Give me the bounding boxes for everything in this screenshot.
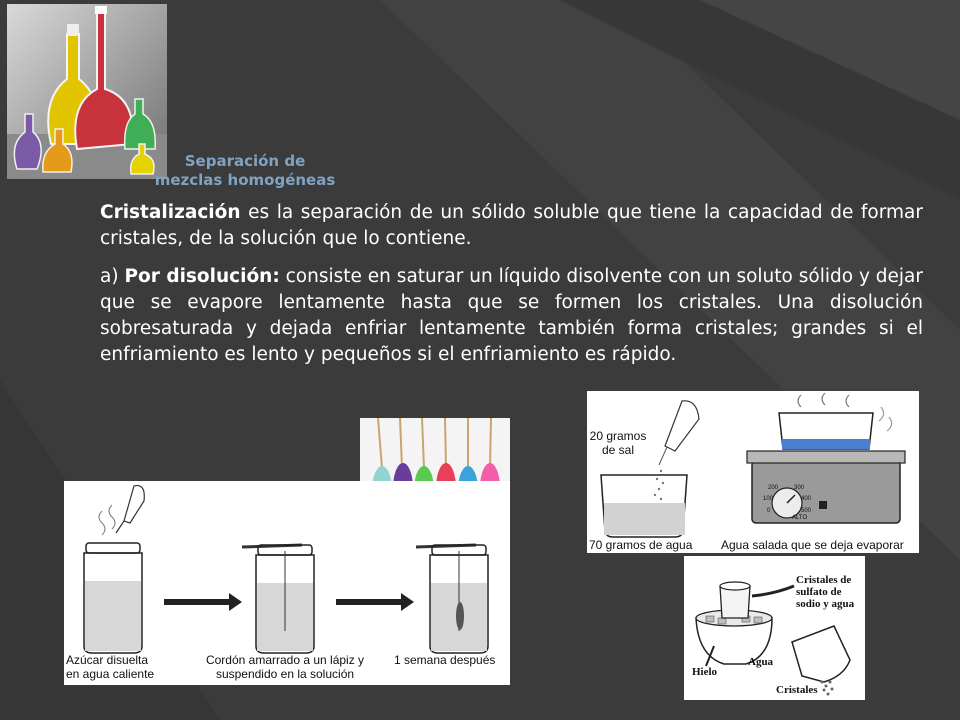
dial-400: 400: [801, 496, 812, 502]
subtitle-line-2: mezclas homogéneas: [154, 171, 336, 189]
jar-step-2-line-1: Cordón amarrado a un lápiz y: [205, 653, 365, 667]
jar-step-1-line-2: en agua caliente: [66, 667, 155, 681]
point-a-paragraph: [100, 264, 923, 368]
evaporation-label: Agua salada que se deja evaporar: [721, 538, 904, 552]
ice-label: Hielo: [692, 666, 718, 678]
subtitle-line-1: Separación de: [184, 152, 306, 170]
point-a-term: Por disolución:: [124, 266, 280, 287]
jar-step-2-label: [200, 653, 370, 681]
dial-alto: ALTO: [792, 515, 808, 521]
jar-step-2-line-2: suspendido en la solución: [215, 667, 355, 681]
dial-500: 500: [801, 508, 812, 514]
dial-100: 100: [763, 496, 774, 502]
sulfate-label-line-3: sodio y agua: [796, 598, 855, 610]
sodium-sulfate-figure: [684, 556, 865, 700]
point-a-text: consiste en saturar un líquido disolvente con un soluto sólido y dejar que se evapore lentamente hasta que se formen los cristales. Una disolución sobresaturada y dejada enfriar lentamente también forma cristales; grandes si el enfriamiento es lento y pequeños si el enfriamiento es rápido.: [100, 266, 924, 365]
dial-0: 0: [767, 508, 771, 514]
jar-step-3-line-1: 1 semana después: [394, 653, 496, 667]
jar-crystallization-figure: [64, 481, 510, 685]
intro-paragraph: [100, 200, 923, 252]
point-a-prefix: a): [100, 266, 125, 287]
slide-body: [100, 200, 923, 380]
salt-amount-line-2: de sal: [601, 443, 635, 457]
jar-step-1-line-1: Azúcar disuelta: [66, 653, 149, 667]
intro-text: es la separación de un sólido soluble que tiene la capacidad de formar cristales, de la solución que lo contiene.: [100, 202, 923, 249]
sulfate-label-line-2: sulfato de: [796, 586, 842, 598]
salt-evaporation-figure: [587, 391, 919, 553]
intro-term: Cristalización: [100, 202, 241, 223]
salt-evaporation-drawing: [587, 391, 919, 553]
salt-amount-label: [589, 429, 647, 457]
dial-300: 300: [794, 485, 805, 491]
salt-amount-line-1: 20 gramos: [589, 429, 647, 443]
water-amount-label: 70 gramos de agua: [589, 538, 693, 552]
slide-subtitle: [140, 152, 350, 190]
sulfate-crystals-label: [796, 574, 854, 610]
crystals-bottom-label: Cristales: [776, 684, 818, 696]
dial-200: 200: [768, 485, 779, 491]
jar-step-1-label: [66, 653, 186, 681]
jar-step-3-label: [394, 653, 509, 667]
water-label: Agua: [748, 656, 774, 668]
sulfate-label-line-1: Cristales de: [796, 574, 852, 586]
